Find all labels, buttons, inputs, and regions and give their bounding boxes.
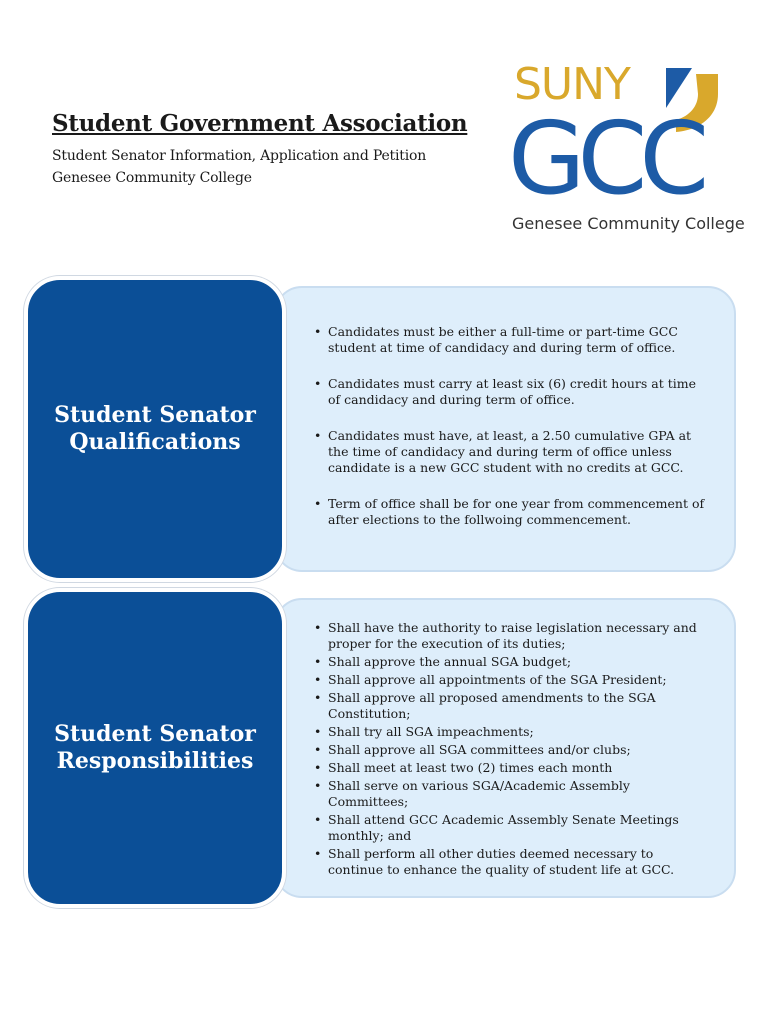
qualification-item-text: Candidates must have, at least, a 2.50 cumulative GPA at the time of candidacy and during term of office unless candidate is a new GCC student with no credits at GCC. bbox=[328, 428, 692, 475]
responsibility-item bbox=[314, 690, 712, 722]
subtitle-line-1: Student Senator Information, Application and Petition bbox=[52, 148, 427, 164]
logo-gcc-text: GCC bbox=[508, 100, 702, 217]
bullet-icon: • bbox=[314, 812, 322, 827]
qualifications-section bbox=[24, 276, 736, 582]
responsibility-item-text: Shall approve all appointments of the SGA President; bbox=[328, 672, 667, 687]
qualifications-text-box bbox=[274, 286, 736, 572]
document-header bbox=[52, 110, 492, 189]
responsibilities-label-box bbox=[24, 588, 286, 908]
suny-gcc-logo bbox=[506, 59, 745, 240]
responsibilities-section bbox=[24, 588, 736, 908]
responsibility-item-text: Shall perform all other duties deemed necessary to continue to enhance the quality of student life at GCC. bbox=[328, 846, 675, 877]
logo-college-name: Genesee Community College bbox=[512, 214, 745, 233]
qualifications-list bbox=[314, 324, 712, 548]
responsibility-item bbox=[314, 778, 712, 810]
bullet-icon: • bbox=[314, 724, 322, 739]
responsibility-item-text: Shall approve all SGA committees and/or clubs; bbox=[328, 742, 631, 757]
qualifications-heading: Student Senator Qualifications bbox=[54, 402, 256, 455]
qualification-item bbox=[314, 324, 712, 356]
bullet-icon: • bbox=[314, 846, 322, 861]
responsibility-item-text: Shall try all SGA impeachments; bbox=[328, 724, 534, 739]
bullet-icon: • bbox=[314, 654, 322, 669]
responsibilities-heading: Student Senator Responsibilities bbox=[54, 721, 256, 774]
responsibility-item-text: Shall have the authority to raise legislation necessary and proper for the execution of its duties; bbox=[328, 620, 697, 651]
bullet-icon: • bbox=[314, 742, 322, 757]
page-title: Student Government Association bbox=[52, 110, 468, 137]
responsibility-item bbox=[314, 742, 712, 758]
responsibility-item-text: Shall meet at least two (2) times each month bbox=[328, 760, 613, 775]
responsibilities-text-box bbox=[274, 598, 736, 898]
responsibility-item bbox=[314, 654, 712, 670]
bullet-icon: • bbox=[314, 690, 322, 705]
qualification-item-text: Term of office shall be for one year from commencement of after elections to the follwoing commencement. bbox=[328, 496, 705, 527]
qualification-item bbox=[314, 496, 712, 528]
bullet-icon: • bbox=[314, 672, 322, 687]
bullet-icon: • bbox=[314, 428, 322, 443]
qualification-item-text: Candidates must be either a full-time or part-time GCC student at time of candidacy and during term of office. bbox=[328, 324, 678, 355]
responsibility-item-text: Shall attend GCC Academic Assembly Senate Meetings monthly; and bbox=[328, 812, 679, 843]
bullet-icon: • bbox=[314, 376, 322, 391]
responsibility-item-text: Shall approve all proposed amendments to the SGA Constitution; bbox=[328, 690, 656, 721]
qualification-item bbox=[314, 376, 712, 408]
logo-suny-text: SUNY bbox=[514, 59, 630, 110]
responsibility-item bbox=[314, 812, 712, 844]
responsibility-item bbox=[314, 760, 712, 776]
subtitle-line-2: Genesee Community College bbox=[52, 170, 252, 186]
bullet-icon: • bbox=[314, 324, 322, 339]
responsibilities-list bbox=[314, 620, 712, 880]
responsibility-item bbox=[314, 846, 712, 878]
responsibility-item bbox=[314, 724, 712, 740]
bullet-icon: • bbox=[314, 496, 322, 511]
responsibility-item-text: Shall serve on various SGA/Academic Assembly Committees; bbox=[328, 778, 630, 809]
responsibility-item bbox=[314, 672, 712, 688]
qualification-item-text: Candidates must carry at least six (6) credit hours at time of candidacy and during term of office. bbox=[328, 376, 696, 407]
bullet-icon: • bbox=[314, 620, 322, 635]
qualification-item bbox=[314, 428, 712, 476]
bullet-icon: • bbox=[314, 760, 322, 775]
bullet-icon: • bbox=[314, 778, 322, 793]
qualifications-label-box bbox=[24, 276, 286, 582]
responsibility-item bbox=[314, 620, 712, 652]
responsibility-item-text: Shall approve the annual SGA budget; bbox=[328, 654, 572, 669]
